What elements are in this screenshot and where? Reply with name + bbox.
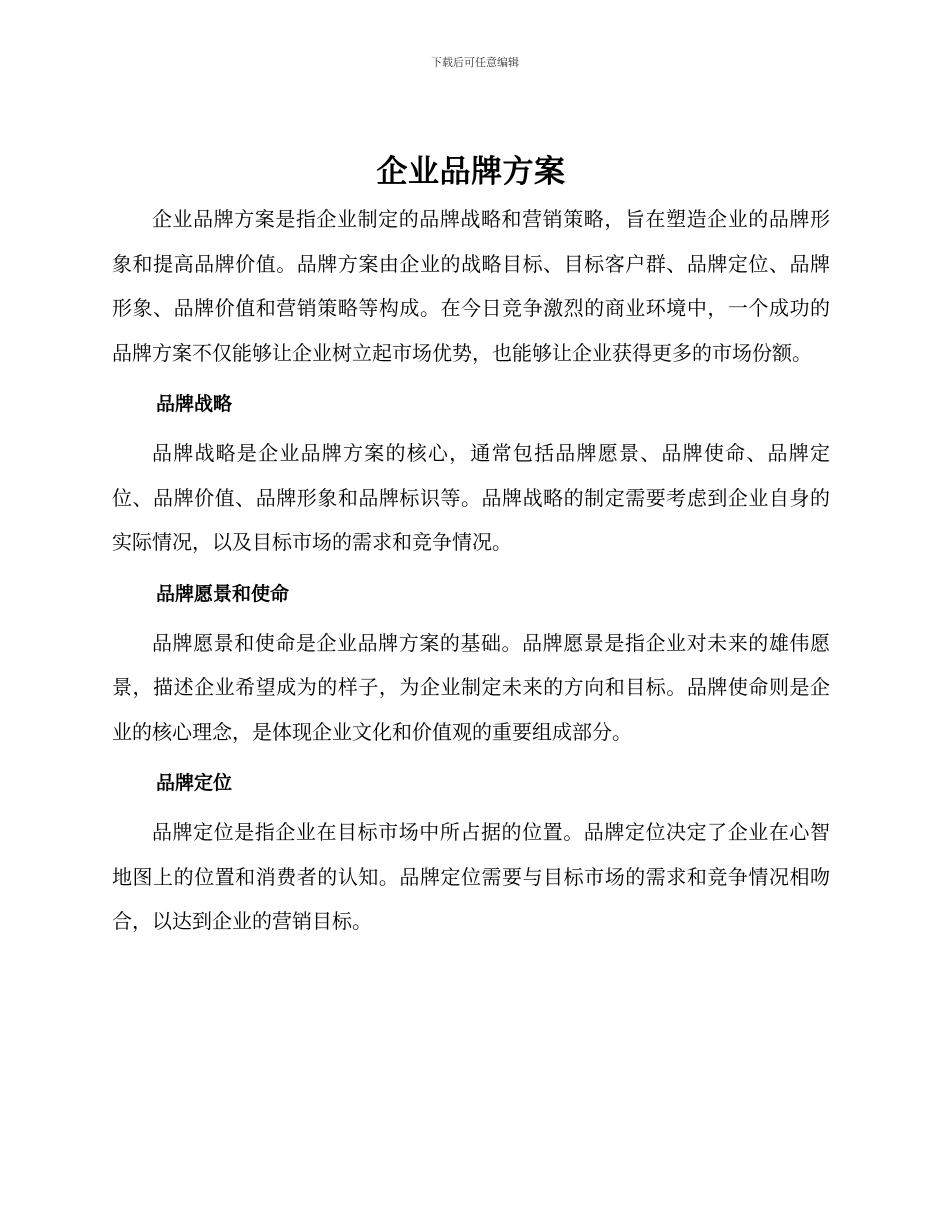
document-body [112, 150, 830, 944]
section-brand-strategy [112, 389, 830, 565]
section-heading: 品牌愿景和使命 [156, 582, 290, 605]
section-paragraph: 品牌战略是企业品牌方案的核心，通常包括品牌愿景、品牌使命、品牌定位、品牌价值、品牌形象和品牌标识等。品牌战略的制定需要考虑到企业自身的实际情况，以及目标市场的需求和竞争情况。 [112, 441, 830, 554]
section-paragraph: 品牌定位是指企业在目标市场中所占据的位置。品牌定位决定了企业在心智地图上的位置和消费者的认知。品牌定位需要与目标市场的需求和竞争情况相吻合，以达到企业的营销目标。 [112, 820, 830, 933]
section-heading: 品牌战略 [156, 393, 233, 415]
intro-paragraph: 企业品牌方案是指企业制定的品牌战略和营销策略，旨在塑造企业的品牌形象和提高品牌价值。品牌方案由企业的战略目标、目标客户群、品牌定位、品牌形象、品牌价值和营销策略等构成。在今日竞争激烈的商业环境中，一个成功的品牌方案不仅能够让企业树立起市场优势，也能够让企业获得更多的市场份额。 [112, 207, 830, 365]
section-brand-vision-mission [112, 579, 830, 755]
document-title: 企业品牌方案 [376, 154, 566, 190]
section-brand-positioning [112, 768, 830, 944]
section-paragraph: 品牌愿景和使命是企业品牌方案的基础。品牌愿景是指企业对未来的雄伟愿景，描述企业希望成为的样子，为企业制定未来的方向和目标。品牌使命则是企业的核心理念，是体现企业文化和价值观的重要组成部分。 [112, 630, 830, 744]
section-heading: 品牌定位 [156, 772, 233, 794]
page-header-note: 下载后可任意编辑 [431, 56, 519, 69]
